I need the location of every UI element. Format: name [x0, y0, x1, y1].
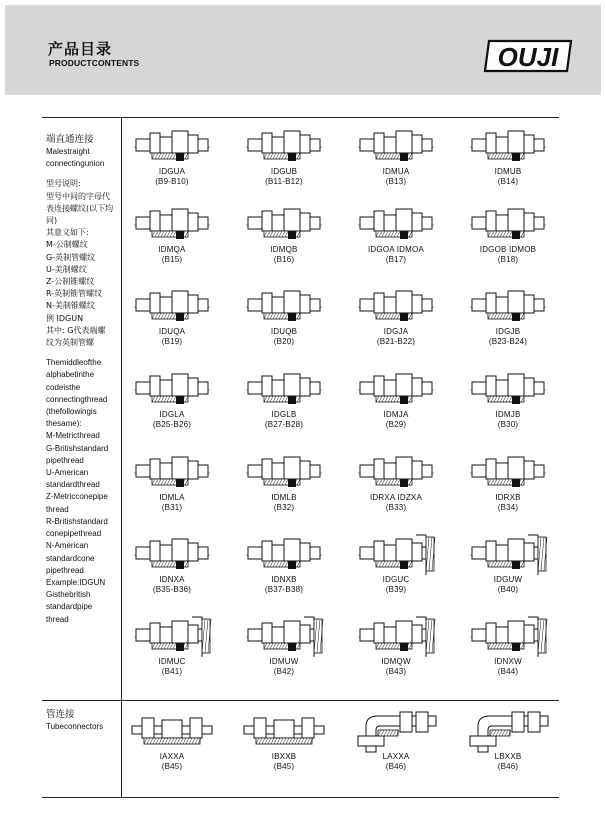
product-code: IDRXA IDZXA: [370, 493, 422, 502]
product-cell: [116, 370, 228, 430]
fitting-icon: [468, 205, 548, 245]
legend-line: 型号中间的字母代: [46, 191, 110, 201]
product-page-ref: (B42): [273, 667, 295, 676]
legend-line: thesame):: [46, 419, 82, 429]
product-page-ref: (B39): [385, 585, 407, 594]
product-page-ref: (B17): [385, 255, 407, 264]
product-code: IDGOA IDMOA: [368, 245, 424, 254]
product-code: IDGUA: [158, 167, 186, 176]
product-cell: [452, 617, 564, 677]
product-page-ref: (B27-B28): [264, 420, 304, 429]
product-page-ref: (B18): [497, 255, 519, 264]
product-code: IDGJB: [495, 327, 521, 336]
legend-line: 纹为英制管螺: [46, 338, 94, 348]
fitting-icon: [468, 617, 548, 657]
product-page-ref: (B15): [161, 255, 183, 264]
fitting-icon: [132, 535, 212, 575]
legend-line: Z-Metricconepipe: [46, 492, 108, 502]
product-code: IDNXA: [159, 575, 185, 584]
sidebar-tube-section: [46, 708, 120, 733]
product-page-ref: (B30): [497, 420, 519, 429]
product-cell: [116, 287, 228, 347]
product-cell: [116, 205, 228, 265]
legend-line: pipethread: [46, 455, 84, 465]
fitting-icon: [356, 453, 436, 493]
page-title-en: PRODUCTCONTENTS: [49, 58, 140, 68]
product-code: IDGUB: [270, 167, 298, 176]
product-page-ref: (B44): [497, 667, 519, 676]
fitting-icon: [356, 712, 436, 752]
fitting-icon: [356, 370, 436, 410]
product-page-ref: (B31): [161, 503, 183, 512]
product-page-ref: (B41): [161, 667, 183, 676]
tube-section-title-zh: 管连接: [46, 709, 75, 720]
legend-line: thread: [46, 504, 69, 514]
fitting-icon: [244, 617, 324, 657]
product-code: IDGLA: [159, 410, 185, 419]
product-cell: [452, 370, 564, 430]
product-code: IDMLB: [271, 493, 297, 502]
product-code: IDMUC: [158, 657, 186, 666]
legend-line: U-American: [46, 468, 89, 478]
fitting-icon: [132, 127, 212, 167]
product-page-ref: (B19): [161, 337, 183, 346]
product-code: LAXXA: [382, 752, 410, 761]
product-cell: [116, 453, 228, 513]
product-page-ref: (B45): [273, 762, 295, 771]
legend-line: standardthread: [46, 480, 100, 490]
product-page-ref: (B13): [385, 177, 407, 186]
fitting-icon: [132, 287, 212, 327]
product-cell: [228, 287, 340, 347]
product-code: IDGUC: [382, 575, 410, 584]
male-section-title-zh: 端直通连接: [46, 134, 94, 145]
product-page-ref: (B35-B36): [152, 585, 192, 594]
product-cell: [340, 712, 452, 772]
product-cell: [228, 712, 340, 772]
brand-logo: [483, 39, 573, 73]
legend-line: M-公制螺纹: [46, 240, 88, 250]
fitting-icon: [468, 370, 548, 410]
product-code: IDMUW: [269, 657, 299, 666]
thread-legend-zh: [46, 178, 120, 349]
product-code: IDMUB: [494, 167, 522, 176]
legend-line: Example:IDGUN: [46, 577, 106, 587]
product-cell: [228, 205, 340, 265]
product-cell: [228, 127, 340, 187]
legend-line: conepipethread: [46, 529, 102, 539]
product-cell: [340, 287, 452, 347]
product-cell: [228, 535, 340, 595]
legend-line: G-Britishstandard: [46, 443, 109, 453]
fitting-icon: [132, 370, 212, 410]
product-code: IDMQW: [381, 657, 411, 666]
product-page-ref: (B32): [273, 503, 295, 512]
table-rule-top: [42, 117, 559, 118]
product-page-ref: (B25-B26): [152, 420, 192, 429]
legend-line: thread: [46, 614, 69, 624]
product-code: IDNXW: [494, 657, 522, 666]
product-cell: [452, 453, 564, 513]
product-code: IDUQB: [270, 327, 298, 336]
product-code: IDMUA: [382, 167, 410, 176]
product-code: IDGLB: [271, 410, 297, 419]
legend-line: codeisthe: [46, 382, 81, 392]
legend-line: connectingthread: [46, 394, 108, 404]
legend-line: alphabetinthe: [46, 370, 95, 380]
product-page-ref: (B40): [497, 585, 519, 594]
legend-line: 例 IDGUN: [46, 313, 84, 323]
sidebar-male-section: [46, 133, 120, 626]
fitting-icon: [132, 205, 212, 245]
product-cell: [340, 370, 452, 430]
legend-line: Z-公制锥螺纹: [46, 277, 95, 287]
product-cell: [116, 535, 228, 595]
header-band: [5, 5, 601, 95]
product-page-ref: (B14): [497, 177, 519, 186]
product-cell: [452, 712, 564, 772]
fitting-icon: [244, 535, 324, 575]
legend-line: 其意义如下:: [46, 228, 89, 238]
fitting-icon: [244, 712, 324, 752]
product-code: IDMJB: [495, 410, 521, 419]
legend-line: 同): [46, 216, 58, 226]
product-code: IDMQA: [158, 245, 186, 254]
product-page-ref: (B33): [385, 503, 407, 512]
product-code: IDGUW: [493, 575, 523, 584]
product-code: IBXXB: [271, 752, 297, 761]
legend-line: 其中: G代表端螺: [46, 325, 106, 335]
product-page-ref: (B45): [161, 762, 183, 771]
product-code: LBXXB: [494, 752, 522, 761]
product-cell: [340, 535, 452, 595]
fitting-icon: [244, 287, 324, 327]
fitting-icon: [356, 535, 436, 575]
product-page-ref: (B21-B22): [376, 337, 416, 346]
product-page-ref: (B43): [385, 667, 407, 676]
product-page-ref: (B34): [497, 503, 519, 512]
product-code: IDGJA: [383, 327, 409, 336]
fitting-icon: [356, 127, 436, 167]
svg-text:OUJI: OUJI: [497, 42, 559, 72]
product-cell: [452, 535, 564, 595]
table-rule-bottom: [42, 797, 559, 798]
legend-line: N-American: [46, 541, 89, 551]
product-cell: [228, 617, 340, 677]
product-page-ref: (B20): [273, 337, 295, 346]
legend-line: standardpipe: [46, 602, 93, 612]
product-cell: [116, 712, 228, 772]
product-cell: [116, 127, 228, 187]
product-cell: [116, 617, 228, 677]
fitting-icon: [244, 127, 324, 167]
legend-line: R-英制锥管螺纹: [46, 289, 103, 299]
product-code: IDMJA: [383, 410, 409, 419]
product-cell: [452, 287, 564, 347]
product-cell: [340, 617, 452, 677]
product-page-ref: (B29): [385, 420, 407, 429]
product-code: IDGOB IDMOB: [479, 245, 537, 254]
legend-line: pipethread: [46, 565, 84, 575]
legend-line: standardcone: [46, 553, 95, 563]
product-code: IDRXB: [495, 493, 521, 502]
page-title-zh: 产品目录: [48, 40, 113, 58]
product-code: IDMQB: [270, 245, 298, 254]
fitting-icon: [356, 617, 436, 657]
product-page-ref: (B46): [497, 762, 519, 771]
fitting-icon: [244, 205, 324, 245]
product-cell: [340, 453, 452, 513]
legend-line: U-美制螺纹: [46, 264, 87, 274]
product-page-ref: (B11-B12): [265, 177, 303, 186]
fitting-icon: [468, 712, 548, 752]
product-page-ref: (B23-B24): [488, 337, 528, 346]
fitting-icon: [356, 205, 436, 245]
fitting-icon: [468, 287, 548, 327]
product-cell: [228, 370, 340, 430]
legend-line: M-Metricthread: [46, 431, 100, 441]
fitting-icon: [468, 127, 548, 167]
product-page-ref: (B9-B10): [155, 177, 189, 186]
fitting-icon: [244, 370, 324, 410]
product-cell: [452, 127, 564, 187]
product-page-ref: (B46): [385, 762, 407, 771]
male-section-title-en-2: connectingunion: [46, 159, 105, 169]
fitting-icon: [468, 453, 548, 493]
legend-line: Themiddleofthe: [46, 358, 102, 368]
thread-legend-en: [46, 357, 120, 625]
legend-line: R-Britishstandard: [46, 516, 108, 526]
product-page-ref: (B37-B38): [264, 585, 304, 594]
legend-line: 型号说明:: [46, 179, 81, 189]
product-page-ref: (B16): [273, 255, 295, 264]
product-cell: [340, 205, 452, 265]
legend-line: N-美制锥螺纹: [46, 301, 95, 311]
table-rule-middle: [42, 700, 559, 701]
product-cell: [452, 205, 564, 265]
product-code: IDUQA: [158, 327, 186, 336]
tube-section-title-en: Tubeconnectors: [46, 722, 104, 731]
legend-line: (thefollowingis: [46, 407, 97, 417]
fitting-icon: [244, 453, 324, 493]
product-cell: [340, 127, 452, 187]
fitting-icon: [132, 453, 212, 493]
product-code: IAXXA: [159, 752, 185, 761]
product-cell: [228, 453, 340, 513]
male-section-title-en-1: Malestraight: [46, 147, 90, 156]
fitting-icon: [468, 535, 548, 575]
fitting-icon: [356, 287, 436, 327]
product-code: IDNXB: [271, 575, 297, 584]
legend-line: G-英制管螺纹: [46, 252, 96, 262]
legend-line: Gisthebritish: [46, 590, 91, 600]
fitting-icon: [132, 712, 212, 752]
fitting-icon: [132, 617, 212, 657]
legend-line: 表连接螺纹(以下均: [46, 203, 114, 213]
product-code: IDMLA: [159, 493, 185, 502]
